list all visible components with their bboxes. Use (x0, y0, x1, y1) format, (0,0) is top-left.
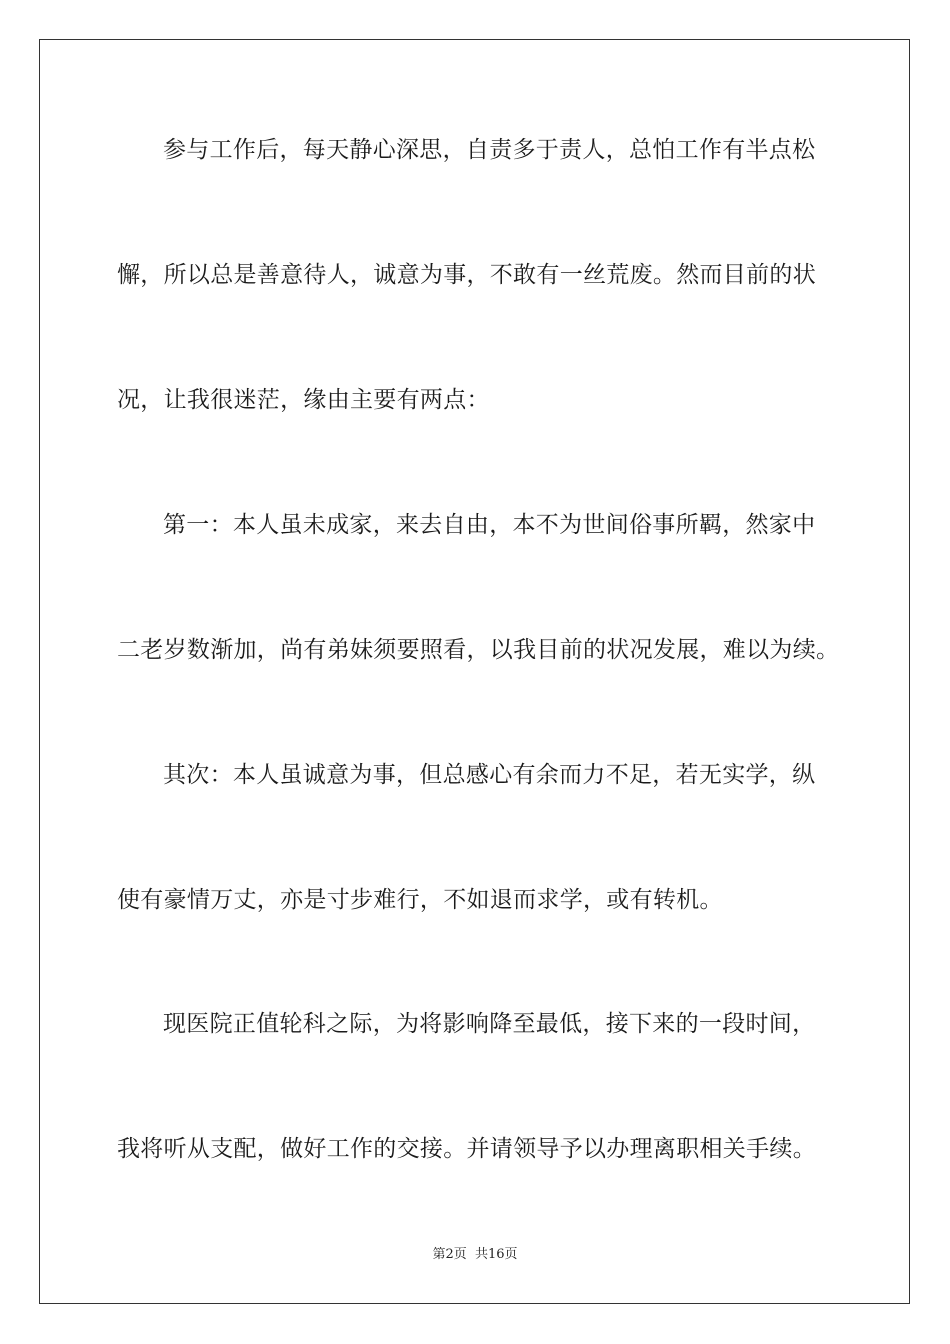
paragraph-line: 懈，所以总是善意待人，诚意为事，不敢有一丝荒废。然而目前的状 (117, 262, 816, 288)
paragraph-line: 其次：本人虽诚意为事，但总感心有余而力不足，若无实学，纵 (163, 762, 816, 788)
page-border (39, 39, 910, 1304)
page-number: 第2页 (432, 1247, 467, 1262)
paragraph-line: 使有豪情万丈，亦是寸步难行，不如退而求学，或有转机。 (117, 887, 723, 913)
paragraph-line: 第一：本人虽未成家，来去自由，本不为世间俗事所羁，然家中 (163, 512, 816, 538)
page-footer (0, 1246, 950, 1264)
paragraph-line: 参与工作后，每天静心深思，自责多于责人，总怕工作有半点松 (163, 137, 816, 163)
page-total: 共16页 (474, 1247, 518, 1262)
paragraph-line: 我将听从支配，做好工作的交接。并请领导予以办理离职相关手续。 (117, 1136, 816, 1162)
paragraph-line: 况，让我很迷茫，缘由主要有两点： (117, 387, 490, 413)
paragraph-line: 现医院正值轮科之际，为将影响降至最低，接下来的一段时间， (163, 1011, 816, 1037)
paragraph-line: 二老岁数渐加，尚有弟妹须要照看，以我目前的状况发展，难以为续。 (117, 637, 840, 663)
